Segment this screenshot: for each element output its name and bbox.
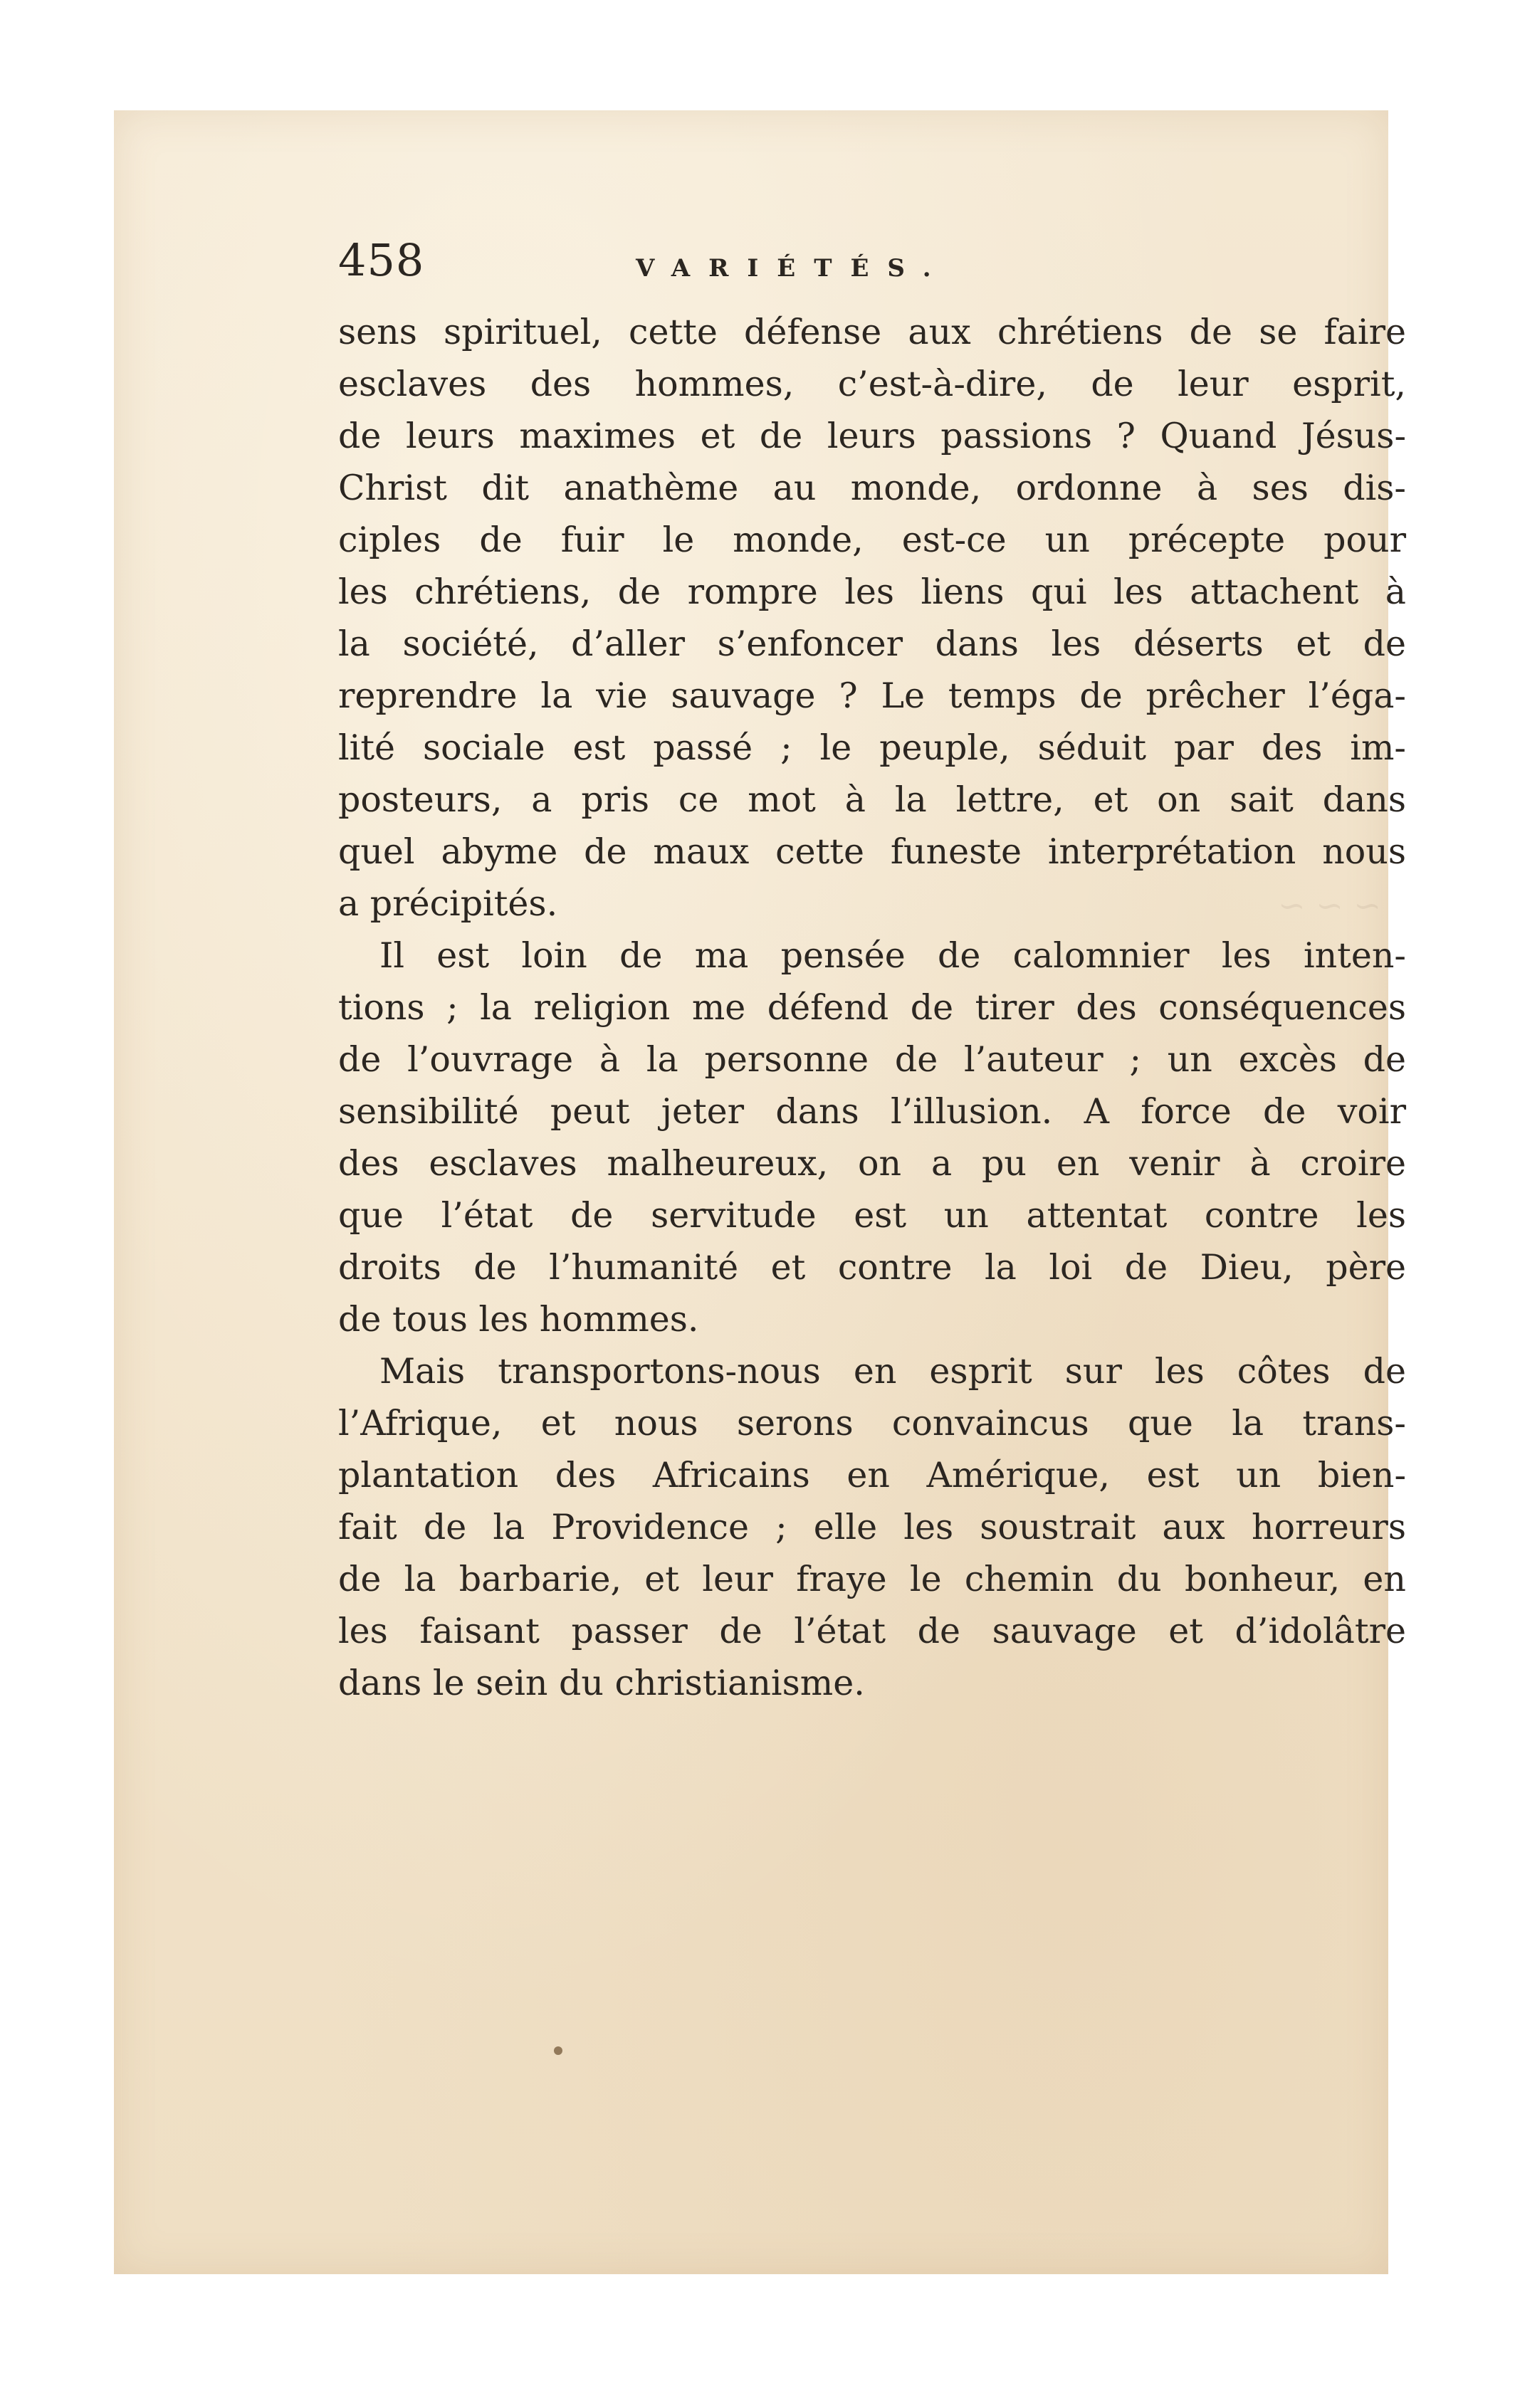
- page-number: 458: [338, 234, 425, 286]
- paragraph-3: [338, 1345, 1406, 1709]
- text-line: des esclaves malheureux, on a pu en venir à croire: [338, 1143, 1406, 1184]
- page-header: [338, 234, 1406, 306]
- text-line: posteurs, a pris ce mot à la lettre, et on sait dans: [338, 779, 1406, 820]
- text-line: tions ; la religion me défend de tirer des conséquences: [338, 987, 1406, 1028]
- text-line: a précipités.: [338, 883, 558, 924]
- text-line: de leurs maximes et de leurs passions ? Quand Jésus-: [338, 416, 1406, 456]
- text-line: de l’ouvrage à la personne de l’auteur ; un excès de: [338, 1039, 1406, 1080]
- book-page: [114, 110, 1406, 2274]
- text-line: sensibilité peut jeter dans l’illusion. A force de voir: [338, 1091, 1406, 1132]
- text-line: plantation des Africains en Amérique, est un bien-: [338, 1455, 1406, 1495]
- text-line: Christ dit anathème au monde, ordonne à ses dis-: [338, 468, 1406, 508]
- text-line: de la barbarie, et leur fraye le chemin du bonheur, en: [338, 1559, 1406, 1599]
- text-line: les chrétiens, de rompre les liens qui les attachent à: [338, 572, 1406, 612]
- paragraph-2: [338, 930, 1406, 1345]
- text-line: droits de l’humanité et contre la loi de Dieu, père: [338, 1247, 1406, 1288]
- text-line: de tous les hommes.: [338, 1299, 699, 1340]
- text-line: que l’état de servitude est un attentat contre les: [338, 1195, 1406, 1236]
- text-line: ciples de fuir le monde, est-ce un précepte pour: [338, 520, 1406, 560]
- text-line: la société, d’aller s’enfoncer dans les déserts et de: [338, 624, 1406, 664]
- page-text: [338, 234, 1406, 1709]
- text-line: fait de la Providence ; elle les soustrait aux horreurs: [338, 1507, 1406, 1547]
- paragraph-1: [338, 306, 1406, 930]
- text-line: sens spirituel, cette défense aux chrétiens de se faire: [338, 312, 1406, 352]
- text-line: Mais transportons-nous en esprit sur les côtes de: [379, 1351, 1406, 1392]
- text-line: reprendre la vie sauvage ? Le temps de prêcher l’éga-: [338, 675, 1406, 716]
- text-line: dans le sein du christianisme.: [338, 1663, 865, 1703]
- show-through-text: ~ ~ ~: [1278, 886, 1381, 925]
- text-line: Il est loin de ma pensée de calomnier les inten-: [379, 935, 1406, 976]
- text-line: quel abyme de maux cette funeste interprétation nous: [338, 831, 1406, 872]
- text-line: lité sociale est passé ; le peuple, séduit par des im-: [338, 727, 1406, 768]
- running-head: VARIÉTÉS.: [636, 254, 950, 283]
- text-line: l’Afrique, et nous serons convaincus que la trans-: [338, 1403, 1406, 1444]
- text-line: esclaves des hommes, c’est-à-dire, de leur esprit,: [338, 364, 1406, 404]
- text-line: les faisant passer de l’état de sauvage et d’idolâtre: [338, 1611, 1406, 1651]
- ink-spot: [554, 2046, 562, 2055]
